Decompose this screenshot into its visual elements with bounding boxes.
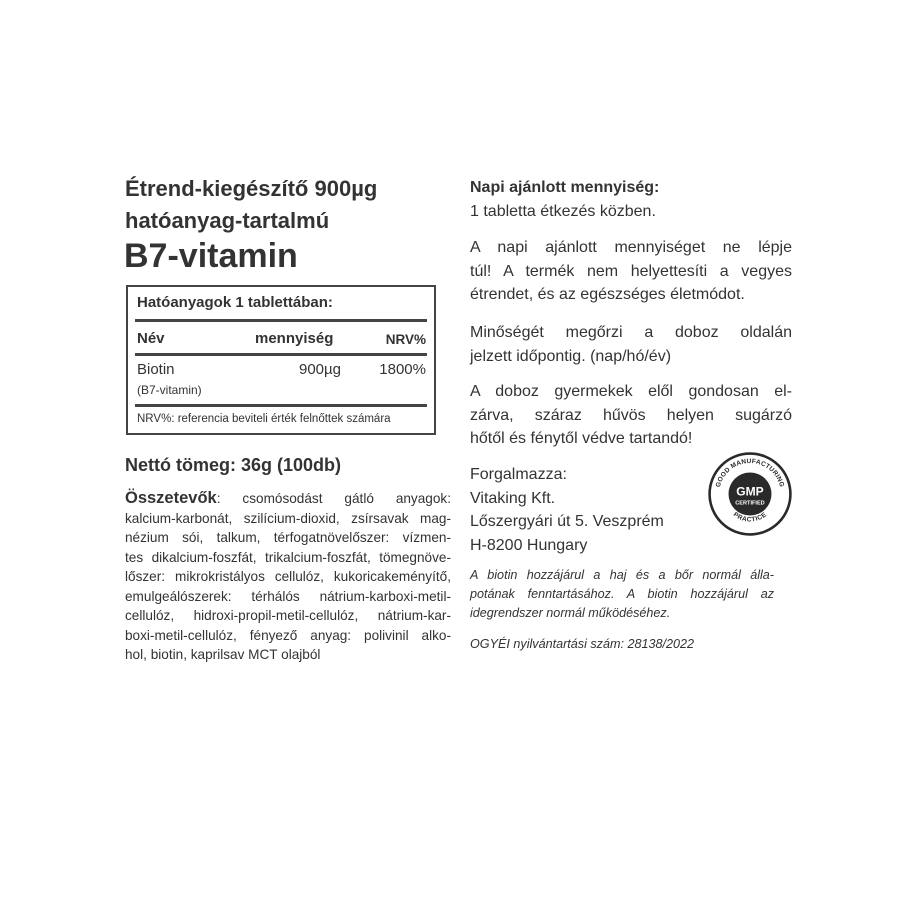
row-name: Biotin <box>137 361 175 378</box>
ingredients-line: cellulóz, hidroxi-propil-metil-cellulóz, nátrium-kar- <box>125 608 451 623</box>
title-line-1: Étrend-kiegészítő 900µg <box>125 176 378 201</box>
row-nrv: 1800% <box>379 361 426 378</box>
ingredients-line: nézium sói, talkum, térfogatnövelőszer: vízmen- <box>125 530 451 545</box>
warning-line: étrendet, és az egészséges életmódot. <box>470 286 745 303</box>
claim-line: potának fenntartásához. A biotin hozzájárul az <box>470 587 774 601</box>
registration-number: OGYÉI nyilvántartási szám: 28138/2022 <box>470 637 695 651</box>
badge-gmp-text: GMP <box>736 484 764 499</box>
ingredients-label: Összetevők <box>125 489 217 507</box>
health-claim <box>470 566 774 623</box>
storage-line: zárva, száraz hűvös helyen sugárzó <box>470 406 792 424</box>
badge-certified-text: CERTIFIED <box>735 500 765 507</box>
badge-arc-bottom: PRACTICE <box>731 511 769 524</box>
nrv-footnote: NRV%: referencia beviteli érték felnőttek számára <box>137 413 391 425</box>
product-title: B7-vitamin <box>124 237 298 275</box>
ingredients-line: hol, biotin, kaprilsav MCT olajból <box>125 647 321 662</box>
net-weight: Nettó tömeg: 36g (100db) <box>125 455 342 475</box>
ingredients-line: emulgeálószerek: térhálós nátrium-karboxi-metil- <box>125 588 451 604</box>
row-subname: (B7-vitamin) <box>137 383 202 397</box>
column-header-nrv: NRV% <box>385 332 426 347</box>
nutrition-table <box>126 285 436 435</box>
ingredients-line: kalcium-karbonát, szilícium-dioxid, zsírsavak mag- <box>125 510 451 526</box>
best-before-note <box>470 321 792 368</box>
ingredients-line: tes dikalcium-foszfát, trikalcium-foszfát, tömegnöve- <box>125 549 451 565</box>
ingredients-line: boxi-metil-cellulóz, fényező anyag: polivinil alko- <box>125 627 451 643</box>
distributor-label: Forgalmazza: <box>470 466 567 483</box>
dosage-section <box>470 176 792 223</box>
distributor-info <box>470 463 664 557</box>
dosage-warning <box>470 236 792 307</box>
column-header-amount: mennyiség <box>255 330 334 347</box>
table-divider <box>135 319 427 322</box>
table-divider <box>135 353 427 356</box>
claim-line: idegrendszer normál működéséhez. <box>470 606 671 620</box>
dosage-text: 1 tabletta étkezés közben. <box>470 202 656 220</box>
best-before-line: jelzett időpontig. (nap/hó/év) <box>470 347 672 365</box>
nutrition-table-heading: Hatóanyagok 1 tablettában: <box>137 294 333 311</box>
warning-line: A napi ajánlott mennyiséget ne lépje <box>470 239 792 256</box>
warning-line: túl! A termék nem helyettesíti a vegyes <box>470 262 792 280</box>
badge-arc-top: GOOD MANUFACTURING <box>714 457 786 489</box>
table-divider <box>135 404 427 407</box>
gmp-certified-badge-icon <box>707 451 793 537</box>
ingredients <box>125 489 451 665</box>
distributor-postal: H-8200 Hungary <box>470 536 588 554</box>
column-header-name: Név <box>137 330 165 347</box>
ingredients-line: Összetevők: csomósodást gátló anyagok: <box>125 489 451 507</box>
storage-line: A doboz gyermekek elől gondosan el- <box>470 383 792 400</box>
ingredients-line: lőszer: mikrokristályos cellulóz, kukoricakeményítő, <box>125 569 451 584</box>
storage-instructions <box>470 380 792 451</box>
distributor-company: Vitaking Kft. <box>470 489 556 507</box>
row-amount: 900µg <box>299 361 342 378</box>
dosage-heading: Napi ajánlott mennyiség: <box>470 179 660 196</box>
distributor-address: Lőszergyári út 5. Veszprém <box>470 513 664 530</box>
claim-line: A biotin hozzájárul a haj és a bőr normál álla- <box>470 568 774 582</box>
title-line-2: hatóanyag-tartalmú <box>125 208 330 233</box>
storage-line: hőtől és fénytől védve tartandó! <box>470 430 693 447</box>
best-before-line: Minőségét megőrzi a doboz oldalán <box>470 324 792 341</box>
